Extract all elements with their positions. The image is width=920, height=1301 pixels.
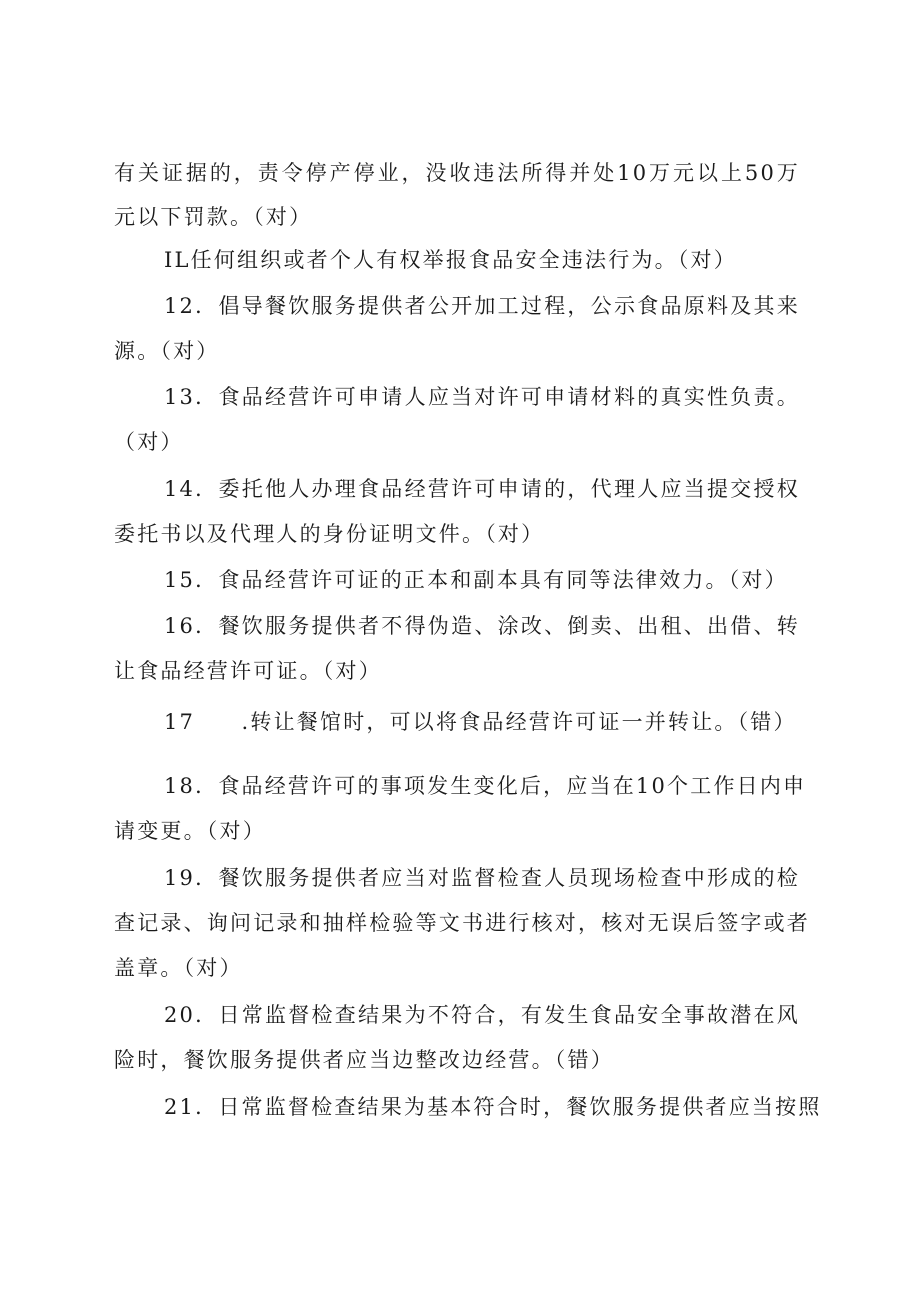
item-16-line: 16．餐饮服务提供者不得伪造、涂改、倒卖、出租、出借、转: [164, 614, 800, 638]
text-line: 查记录、询问记录和抽样检验等文书进行核对，核对无误后签字或者: [114, 911, 810, 935]
text-line: 委托书以及代理人的身份证明文件。（对）: [114, 522, 545, 546]
item-20-line: 20．日常监督检查结果为不符合，有发生食品安全事故潜在风: [164, 1003, 800, 1027]
text-line: 元以下罚款。（对）: [114, 205, 313, 229]
text-line: 让食品经营许可证。（对）: [114, 659, 382, 683]
item-13-line: 13．食品经营许可申请人应当对许可申请材料的真实性负责。: [164, 385, 800, 409]
text-line: 盖章。（对）: [114, 956, 243, 980]
item-21-line: 21．日常监督检查结果为基本符合时，餐饮服务提供者应当按照: [164, 1095, 822, 1119]
item-15-line: 15．食品经营许可证的正本和副本具有同等法律效力。（对）: [164, 568, 788, 592]
item-18-line: 18．食品经营许可的事项发生变化后，应当在10个工作日内申: [164, 774, 807, 798]
item-11-line: IL任何组织或者个人有权举报食品安全违法行为。（对）: [164, 248, 737, 272]
item-17-line: 17 .转让餐馆时，可以将食品经营许可证一并转让。（错）: [164, 710, 797, 734]
item-14-line: 14．委托他人办理食品经营许可申请的，代理人应当提交授权: [164, 477, 800, 501]
text-line: 有关证据的，责令停产停业，没收违法所得并处10万元以上50万: [114, 161, 800, 185]
text-line: 险时，餐饮服务提供者应当边整改边经营。（错）: [114, 1048, 614, 1072]
text-line: （对）: [114, 430, 184, 454]
item-12-line: 12．倡导餐饮服务提供者公开加工过程，公示食品原料及其来: [164, 294, 800, 318]
text-line: 请变更。（对）: [114, 819, 266, 843]
item-19-line: 19．餐饮服务提供者应当对监督检查人员现场检查中形成的检: [164, 866, 800, 890]
text-line: 源。（对）: [114, 339, 220, 363]
